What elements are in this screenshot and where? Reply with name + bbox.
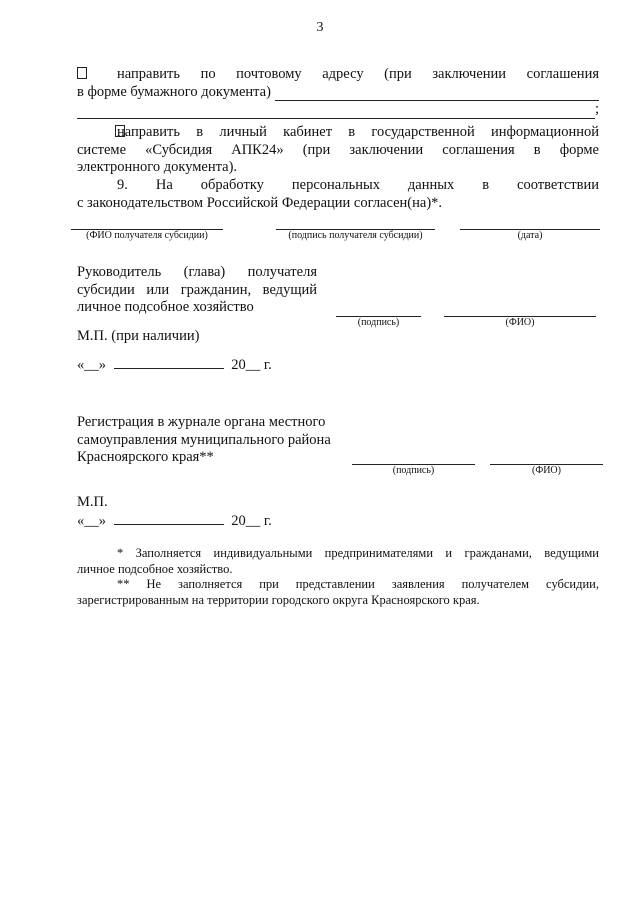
option-cabinet bbox=[77, 124, 599, 177]
head-line2: субсидии или гражданин, ведущий bbox=[77, 281, 317, 298]
head-block-text bbox=[77, 264, 317, 317]
option-cabinet-line3: электронного документа). bbox=[77, 159, 238, 176]
footnotes bbox=[77, 546, 599, 608]
consent-line2: с законодательством Российской Федерации согласен(на)*. bbox=[77, 194, 443, 211]
caption-date: (дата) bbox=[517, 230, 543, 241]
option-post-end: ; bbox=[594, 101, 599, 118]
head-date-day: «__» bbox=[77, 357, 106, 373]
footnote1-line2: личное подсобное хозяйство. bbox=[77, 561, 233, 576]
registration-caption-fio: (ФИО) bbox=[531, 465, 561, 476]
head-date-month-field[interactable] bbox=[114, 356, 224, 369]
option-cabinet-line1: направить в личный кабинет в государственной информационной bbox=[117, 124, 599, 140]
consent-block bbox=[77, 177, 599, 212]
page-number: 3 bbox=[316, 20, 324, 35]
registration-date-month-field[interactable] bbox=[114, 512, 224, 525]
head-seal: М.П. (при наличии) bbox=[77, 328, 200, 344]
head-line3: личное подсобное хозяйство bbox=[77, 299, 254, 316]
caption-fio-recipient: (ФИО получателя субсидии) bbox=[86, 230, 208, 241]
checkbox-post[interactable] bbox=[77, 67, 87, 79]
registration-text bbox=[77, 414, 357, 467]
head-line1: Руководитель (глава) получателя bbox=[77, 264, 317, 280]
registration-line1: Регистрация в журнале органа местного bbox=[77, 414, 326, 430]
post-address-field-2[interactable] bbox=[77, 104, 595, 119]
option-post bbox=[77, 66, 599, 119]
head-caption-fio: (ФИО) bbox=[505, 317, 535, 328]
head-date-year: 20__ г. bbox=[231, 357, 272, 373]
footnote1-line1: * Заполняется индивидуальными предпринимателями и гражданами, ведущими bbox=[117, 546, 599, 560]
registration-line2: самоуправления муниципального района bbox=[77, 431, 331, 448]
option-cabinet-line2: системе «Субсидия АПК24» (при заключении соглашения в форме bbox=[77, 141, 599, 158]
checkbox-cabinet[interactable] bbox=[115, 125, 125, 137]
caption-signature-recipient: (подпись получателя субсидии) bbox=[288, 230, 423, 241]
post-address-field-1[interactable] bbox=[275, 86, 599, 101]
registration-date-row bbox=[77, 512, 272, 531]
option-post-line2: в форме бумажного документа) bbox=[77, 83, 271, 100]
registration-seal: М.П. bbox=[77, 494, 108, 510]
head-date-row bbox=[77, 356, 272, 375]
registration-caption-signature: (подпись) bbox=[392, 465, 435, 476]
registration-date-day: «__» bbox=[77, 513, 106, 529]
footnote2-line2: зарегистрированным на территории городского округа Красноярского края. bbox=[77, 592, 480, 607]
footnote2-line1: ** Не заполняется при представлении заявления получателем субсидии, bbox=[117, 577, 599, 591]
registration-line3: Красноярского края** bbox=[77, 449, 214, 466]
consent-line1: 9. На обработку персональных данных в соответствии bbox=[117, 177, 599, 193]
head-caption-signature: (подпись) bbox=[357, 317, 400, 328]
option-post-line1: направить по почтовому адресу (при заключении соглашения bbox=[117, 66, 599, 82]
registration-date-year: 20__ г. bbox=[231, 513, 272, 529]
